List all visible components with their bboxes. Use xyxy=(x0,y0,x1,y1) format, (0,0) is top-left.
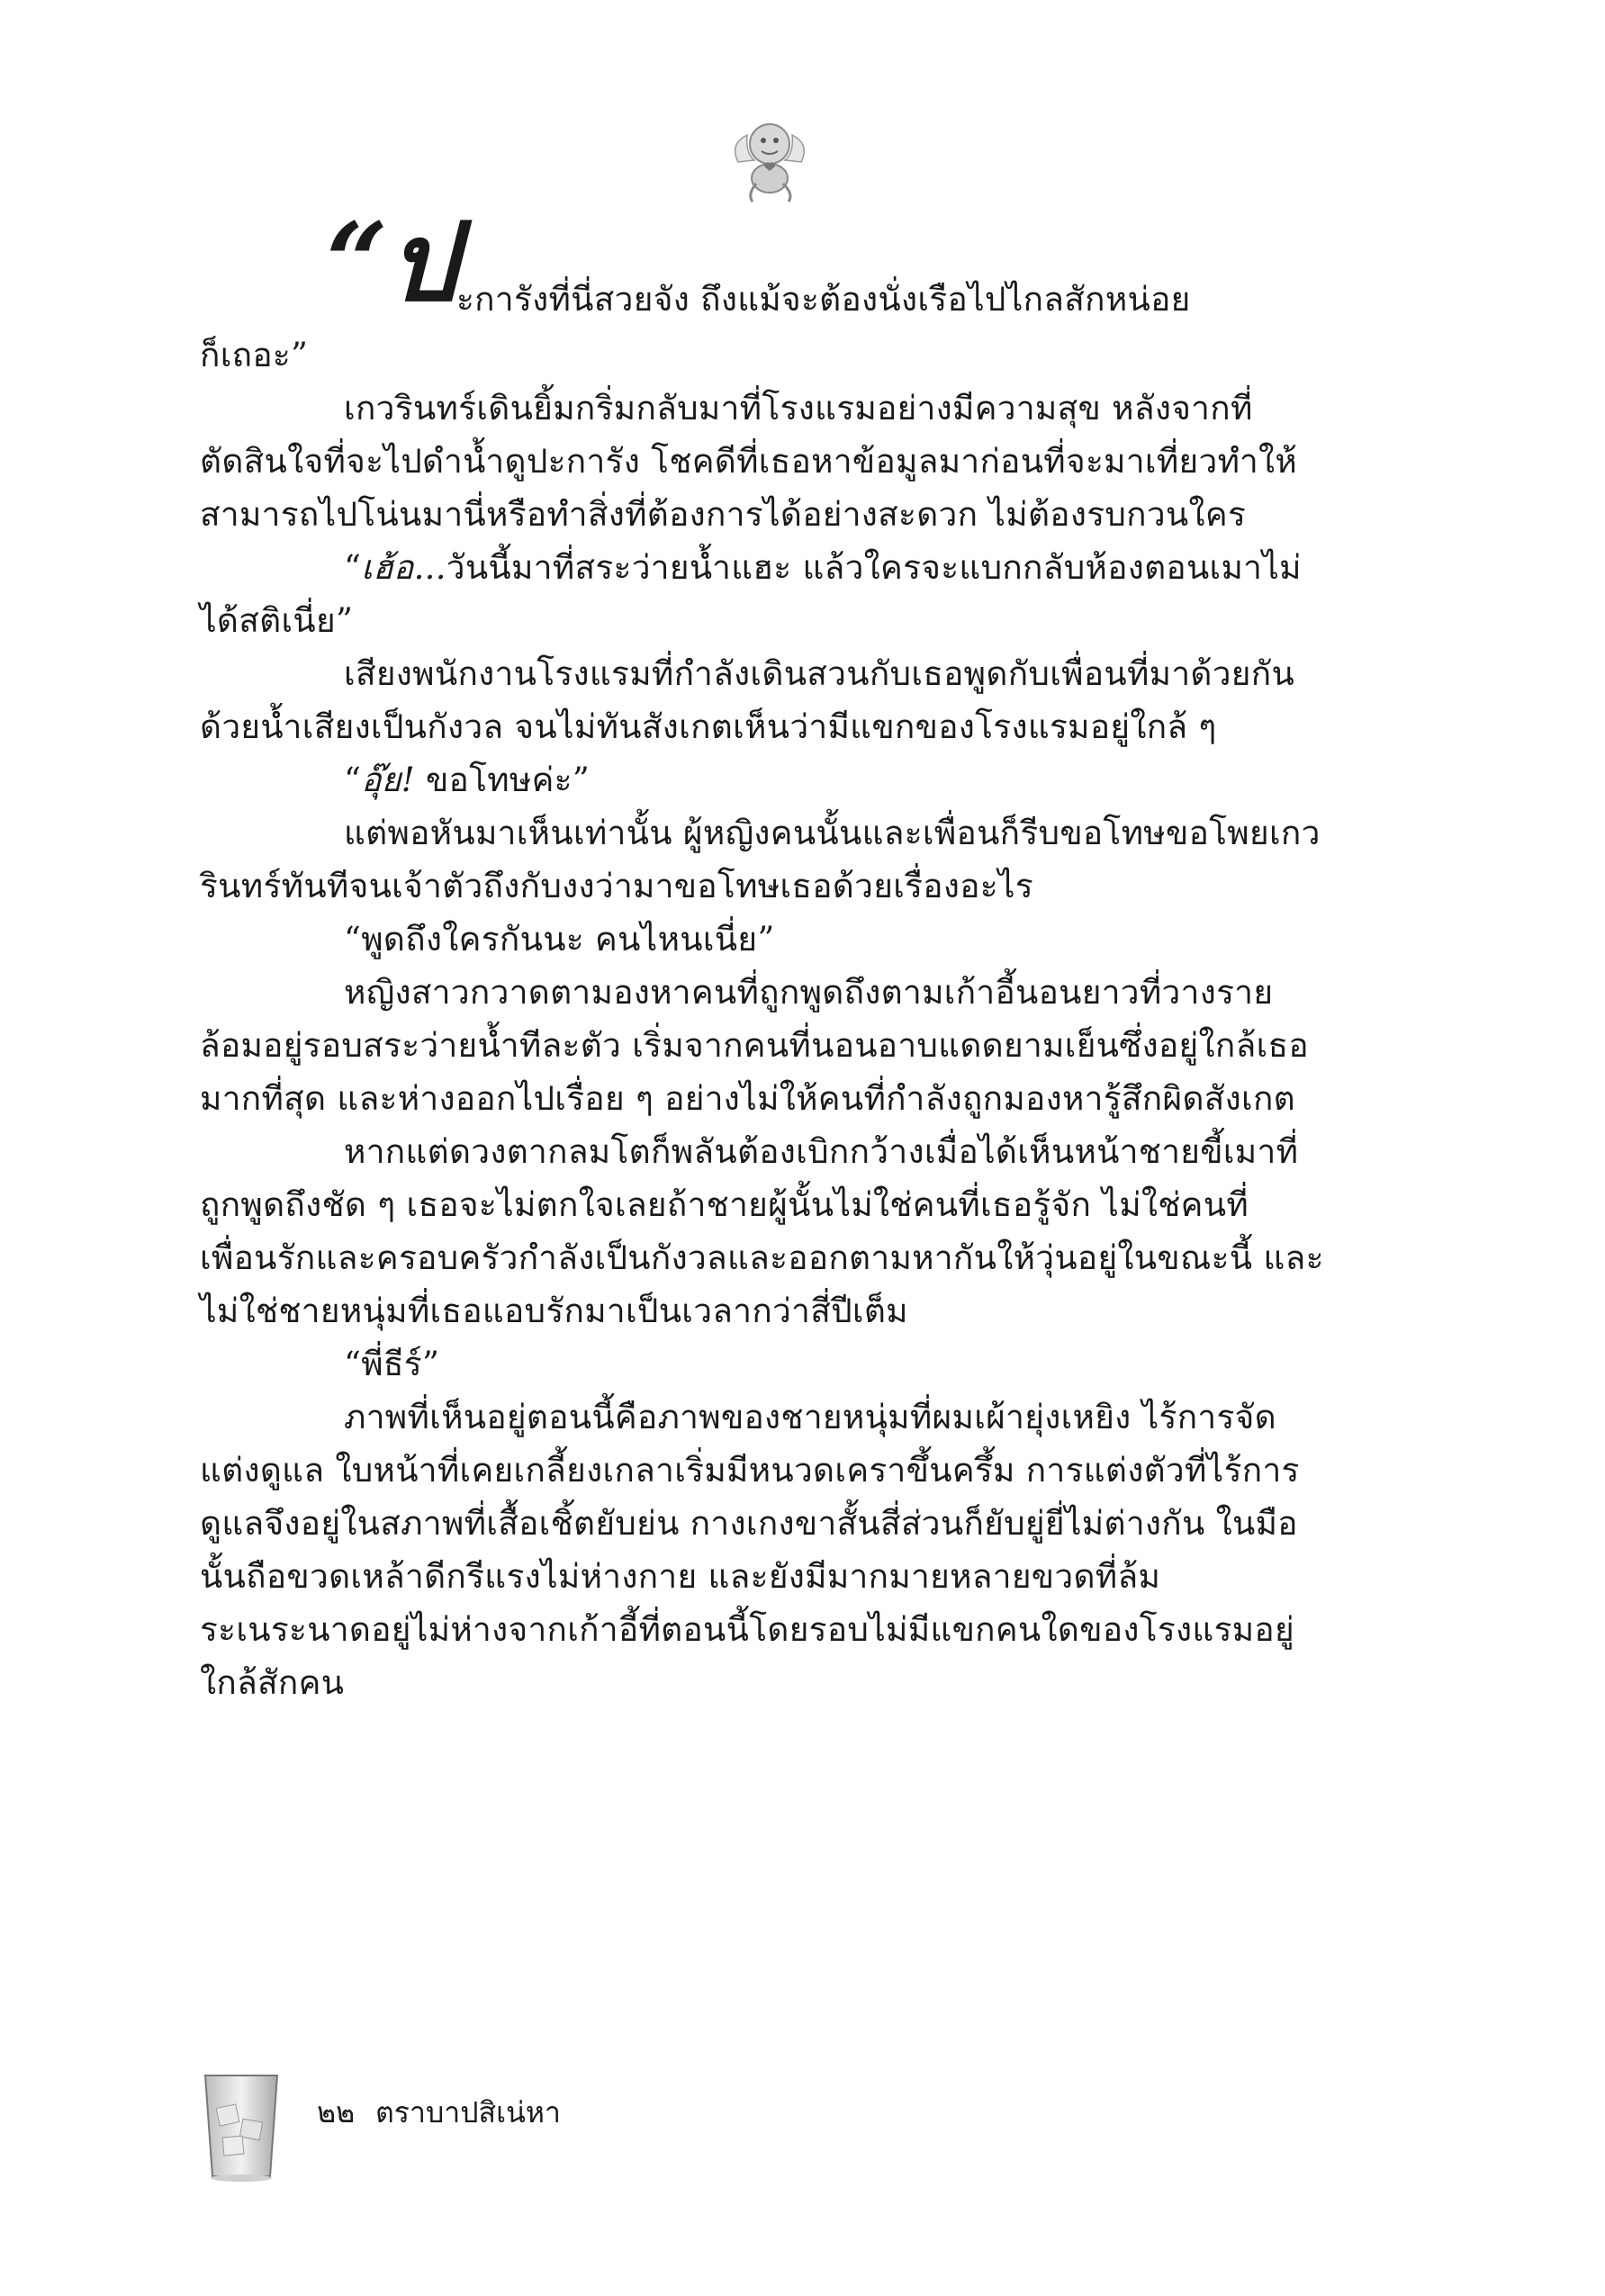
chapter-text xyxy=(200,199,1325,1709)
paragraph-9: หากแต่ดวงตากลมโตก็พลันต้องเบิกกว้างเมื่อได้เห็นหน้าชายขี้เมาที่ถูกพูดถึงชัด ๆ เธอจะไม่ตกใจเลยถ้าชายผู้นั้นไม่ใช่คนที่เธอรู้จัก ไม่ใช่คนที่เพื่อนรักและครอบครัวกำลังเป็นกังวลและออกตามหากันให้วุ่นอยู่ในขณะนี้ และไม่ใช่ชายหนุ่มที่เธอแอบรักมาเป็นเวลากว่าสี่ปีเต็ม xyxy=(200,1132,1324,1330)
glass-icon xyxy=(200,2070,283,2183)
paragraph-10: “พี่ธีร์” xyxy=(344,1345,440,1383)
paragraph-3: “เฮ้อ...วันนี้มาที่สระว่ายน้ำแฮะ แล้วใครจะแบกกลับห้องตอนเมาไม่ได้สติเนี่ย” xyxy=(200,548,1302,640)
drop-cap: “ป xyxy=(326,199,457,326)
paragraph-5: “อุ๊ย! ขอโทษค่ะ” xyxy=(344,761,591,799)
page-number: ๒๒ xyxy=(317,2095,356,2129)
paragraph-4: เสียงพนักงานโรงแรมที่กำลังเดินสวนกับเธอพูดกับเพื่อนที่มาด้วยกันด้วยน้ำเสียงเป็นกังวล จนไม่ทันสังเกตเห็นว่ามีแขกของโรงแรมอยู่ใกล้ ๆ xyxy=(200,654,1295,746)
paragraph-7: “พูดถึงใครกันนะ คนไหนเนี่ย” xyxy=(344,920,775,959)
paragraph-8: หญิงสาวกวาดตามองหาคนที่ถูกพูดถึงตามเก้าอี้นอนยาวที่วางรายล้อมอยู่รอบสระว่ายน้ำทีละตัว เริ่มจากคนที่นอนอาบแดดยามเย็นซึ่งอยู่ใกล้เธอมากที่สุด และห่างออกไปเรื่อย ๆ อย่างไม่ให้คนที่กำลังถูกมองหารู้สึกผิดสังเกต xyxy=(200,973,1309,1118)
cherub-ornament-icon xyxy=(720,108,819,207)
paragraph-11: ภาพที่เห็นอยู่ตอนนี้คือภาพของชายหนุ่มที่ผมเผ้ายุ่งเหยิง ไร้การจัดแต่งดูแล ใบหน้าที่เคยเกลี้ยงเกลาเริ่มมีหนวดเคราขึ้นครึ้ม การแต่งตัวที่ไร้การดูแลจึงอยู่ในสภาพที่เสื้อเชิ้ตยับย่น กางเกงขาสั้นสี่ส่วนก็ยับยู่ยี่ไม่ต่างกัน ในมือนั้นถือขวดเหล้าดีกรีแรงไม่ห่างกาย และยังมีมากมายหลายขวดที่ล้มระเนระนาดอยู่ไม่ห่างจากเก้าอี้ที่ตอนนี้โดยรอบไม่มีแขกคนใดของโรงแรมอยู่ใกล้สักคน xyxy=(200,1398,1300,1702)
paragraph-6: แต่พอหันมาเห็นเท่านั้น ผู้หญิงคนนั้นและเพื่อนก็รีบขอโทษขอโพยเกวรินทร์ทันทีจนเจ้าตัวถึงกับงงว่ามาขอโทษเธอด้วยเรื่องอะไร xyxy=(200,814,1321,905)
paragraph-1-continued: ก็เถอะ” xyxy=(200,336,309,374)
paragraph-2: เกวรินทร์เดินยิ้มกริ่มกลับมาที่โรงแรมอย่างมีความสุข หลังจากที่ตัดสินใจที่จะไปดำน้ำดูปะการัง โชคดีที่เธอหาข้อมูลมาก่อนที่จะมาเที่ยวทำให้สามารถไปโน่นมานี่หรือทำสิ่งที่ต้องการได้อย่างสะดวก ไม่ต้องรบกวนใคร xyxy=(200,389,1298,534)
opening-line-text: ะการังที่นี่สวยจัง ถึงแม้จะต้องนั่งเรือไปไกลสักหน่อย xyxy=(456,280,1191,319)
page-footer xyxy=(200,2070,830,2187)
opening-line xyxy=(200,199,1325,329)
book-title: ตราบาปสิเน่หา xyxy=(375,2095,561,2129)
